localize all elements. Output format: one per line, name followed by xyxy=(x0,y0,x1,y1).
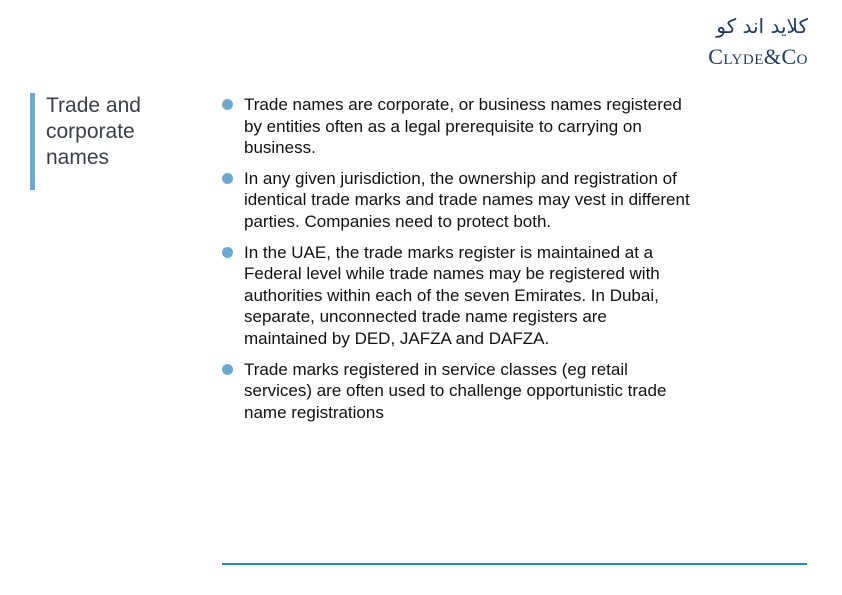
logo-latin-text: Clyde&Co xyxy=(708,44,808,69)
bullet-item xyxy=(222,94,692,159)
bullet-text: In the UAE, the trade marks register is maintained at a Federal level while trade names may be registered with authorities within each of the seven Emirates. In Dubai, separate, unconnected trade name registers are maintained by DED, JAFZA and DAFZA. xyxy=(244,242,660,348)
bullet-item xyxy=(222,359,692,424)
bullet-list xyxy=(222,94,692,432)
bullet-text: Trade names are corporate, or business names registered by entities often as a legal prerequisite to carrying on business. xyxy=(244,95,682,158)
bullet-dot-icon xyxy=(222,99,233,110)
bullet-item xyxy=(222,242,692,350)
bullet-dot-icon xyxy=(222,173,233,184)
title-accent-bar xyxy=(30,93,35,190)
clyde-co-logo xyxy=(660,14,810,72)
bullet-dot-icon xyxy=(222,364,233,375)
bullet-text: In any given jurisdiction, the ownership and registration of identical trade marks and trade names may vest in different parties. Companies need to protect both. xyxy=(244,168,690,231)
footer-divider xyxy=(222,563,807,565)
bullet-text: Trade marks registered in service classes (eg retail services) are often used to challenge opportunistic trade name registrations xyxy=(244,359,667,422)
bullet-dot-icon xyxy=(222,247,233,258)
logo-arabic-text: كلايد اند كو xyxy=(716,14,808,38)
bullet-item xyxy=(222,168,692,233)
slide-title: Trade and corporate names xyxy=(46,94,141,169)
